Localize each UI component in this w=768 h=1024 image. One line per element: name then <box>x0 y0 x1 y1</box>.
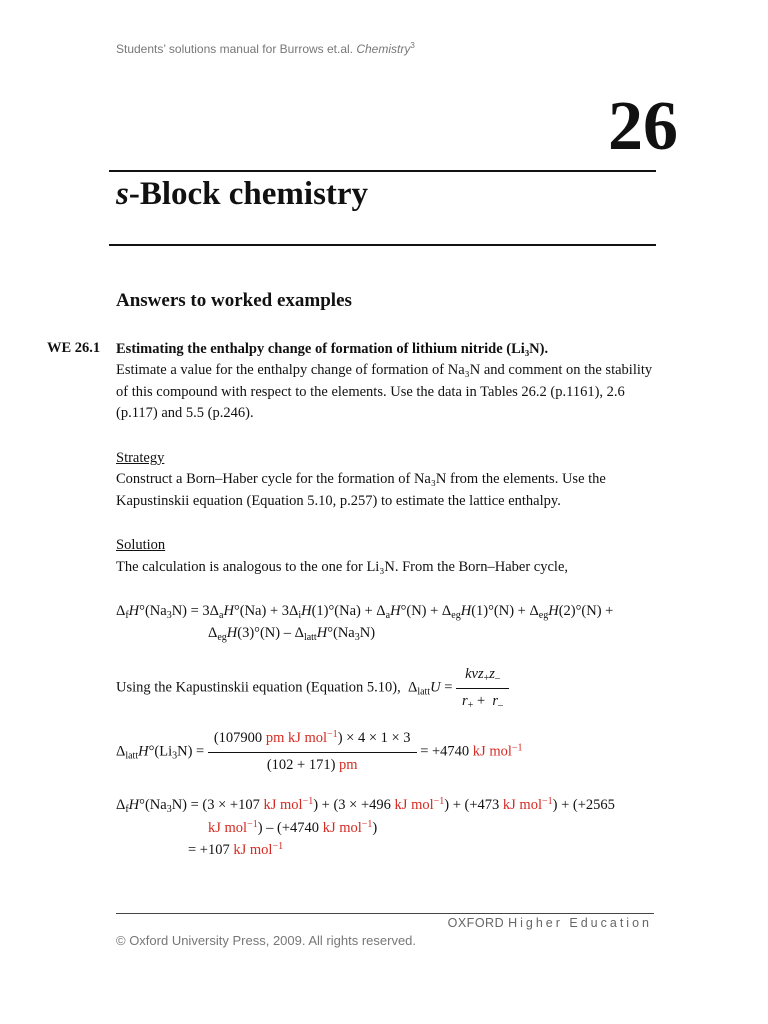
solution-text: The calculation is analogous to the one for Li₃N. From the Born–Haber cycle, <box>116 559 569 575</box>
chapter-rule-top <box>109 170 656 172</box>
footer-division: Higher Education <box>508 916 652 930</box>
chapter-title-rest: -Block chemistry <box>128 176 369 212</box>
lattice-enthalpy-calc: $\Delta_{latt}H^\circ(Li_3N)$ = $\frac{(107900 pm kJ mol^{-1}) \times 4 \times 1 \times 3}{(102 + 171) pm}$ = +4740 kJ mol$^{-1}$ <box>116 728 676 776</box>
footer-publisher <box>448 916 652 930</box>
header-book-title: Chemistry <box>356 42 411 56</box>
formation-calc-line2: kJ mol$^{-1}$) – (+4740 kJ mol$^{-1}$) <box>208 819 378 836</box>
kapustinskii-line: Using the Kapustinskii equation (Equation 5.10), $\Delta_{latt}U$ = $\frac{kvz_+z_-}{r_+ + r_-}$ <box>116 664 676 712</box>
chapter-title <box>116 176 368 213</box>
born-haber-equation-line2: $\Delta_{eg}H(3)^\circ(N) - \Delta_{latt}H^\circ(Na_3N)$ <box>208 625 376 643</box>
lattice-fraction: $\frac{(107900 pm kJ mol^{-1}) \times 4 \times 1 \times 3}{(102 + 171) pm}$ <box>208 728 417 776</box>
chapter-rule-bottom <box>109 244 656 246</box>
strategy-text: Construct a Born–Haber cycle for the formation of Na₃N from the elements. Use the Kapustinskii equation (Equation 5.10, p.257) to estimate the lattice enthalpy. <box>116 471 606 509</box>
header-prefix: Students’ solutions manual for Burrows et.al. <box>116 42 357 56</box>
section-heading: Answers to worked examples <box>116 290 352 311</box>
chapter-title-italic: s <box>116 176 129 212</box>
solution-heading: Solution <box>116 537 166 553</box>
formation-calc-line1: $\Delta_fH^\circ(Na_3N) = (3 \times +107$ kJ mol$^{-1}$) + (3 × +496 kJ mol$^{-1}$) + (+473 kJ mol$^{-1}$) + (+2565 <box>116 796 615 815</box>
footer-rule <box>116 913 654 914</box>
born-haber-equation-line1: $\Delta_fH^\circ(Na_3N) = 3\Delta_aH^\circ(Na) + 3\Delta_iH(1)^\circ(Na) + \Delta_aH^\circ(N) + \Delta_{eg}H(1)^\circ(N) + \Delta_{eg}H(2)^\circ(N)$ + <box>116 603 614 621</box>
strategy-heading: Strategy <box>116 450 165 466</box>
lattice-result: = +4740 <box>416 743 473 760</box>
we-label: WE 26.1 <box>47 340 101 356</box>
footer-copyright: © Oxford University Press, 2009. All rights reserved. <box>116 933 417 948</box>
formation-result: = +107 kJ mol$^{-1}$ <box>188 841 284 858</box>
we-question: Estimate a value for the enthalpy change of formation of Na₃N and comment on the stability of this compound with respect to the elements. Use the data in Tables 26.2 (p.1161), 2.6 (p.117) and 5.5 (p.246). <box>116 362 653 421</box>
kapustinskii-intro: Using the Kapustinskii equation (Equation 5.10), <box>116 679 401 696</box>
chapter-number: 26 <box>608 88 678 165</box>
kapustinskii-fraction: $\frac{kvz_+z_-}{r_+ + r_-}$ <box>456 664 509 712</box>
header-edition: 3 <box>410 41 415 50</box>
we-title: Estimating the enthalpy change of formation of lithium nitride (Li₃N). <box>116 341 549 357</box>
running-header <box>116 42 415 56</box>
footer-publisher-name: OXFORD <box>447 916 505 930</box>
